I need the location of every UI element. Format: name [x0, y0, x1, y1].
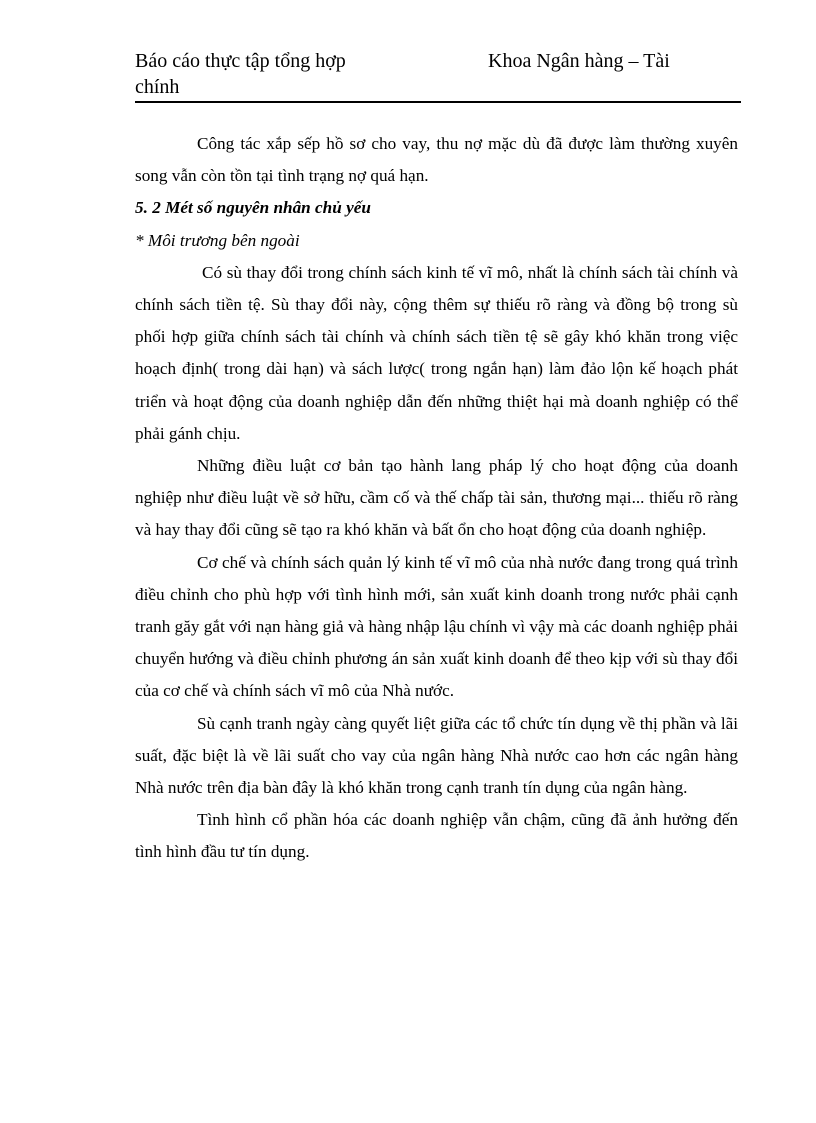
header-report-title: Báo cáo thực tập tổng hợp chính	[135, 50, 346, 98]
paragraph-loan-records: Công tác xắp sếp hồ sơ cho vay, thu nợ mặc dù đã được làm thường xuyên song vẫn còn tồn tại tình trạng nợ quá hạn.	[135, 134, 738, 186]
header-faculty: Khoa Ngân hàng – Tài	[488, 50, 670, 72]
document-body	[135, 128, 738, 869]
paragraph-policy-changes: Có sù thay đổi trong chính sách kinh tế vĩ mô, nhất là chính sách tài chính và chính sách tiền tệ. Sù thay đổi này, cộng thêm sự thiếu rõ ràng và đồng bộ trong sù phối hợp giữa chính sách tài chính và chính sách tiền tệ sẽ gây khó khăn trong việc hoạch định( trong dài hạn) và sách lược( trong ngắn hạn) làm đảo lộn kế hoạch phát triển và hoạt động của doanh nghiệp dẫn đến những thiệt hại mà doanh nghiệp có thể phải gánh chịu.	[135, 262, 738, 443]
paragraph-macro-policy: Cơ chế và chính sách quản lý kinh tế vĩ mô của nhà nước đang trong quá trình điều chỉnh cho phù hợp với tình hình mới, sản xuất kinh doanh trong nước phải cạnh tranh găy gắt với nạn hàng giả và hàng nhập lậu chính vì vậy mà các doanh nghiệp phải chuyển hướng và điều chỉnh phương án sản xuất kinh doanh để theo kịp với sù thay đổi của cơ chế và chính sách vĩ mô của Nhà nước.	[135, 552, 738, 701]
section-heading: 5. 2 Mét số nguyên nhân chủ yếu	[135, 198, 371, 218]
paragraph-competition: Sù cạnh tranh ngày càng quyết liệt giữa các tổ chức tín dụng về thị phần và lãi suất, đặc biệt là về lãi suất cho vay của ngân hàng Nhà nước cao hơn các ngân hàng Nhà nước trên địa bàn đây là khó khăn trong cạnh tranh tín dụng của ngân hàng.	[135, 713, 738, 798]
paragraph-legal-framework: Những điều luật cơ bản tạo hành lang pháp lý cho hoạt động của doanh nghiệp như điều luật về sở hữu, cầm cố và thế chấp tài sản, thương mại... thiếu rõ ràng và hay thay đổi cũng sẽ tạo ra khó khăn và bất ổn cho hoạt động của doanh nghiệp.	[135, 456, 738, 540]
paragraph-equitization: Tình hình cổ phần hóa các doanh nghiệp vẫn chậm, cũng đã ảnh hưởng đến tình hình đầu tư tín dụng.	[135, 810, 738, 862]
page-header	[135, 48, 741, 103]
subheading-external-environment: * Môi trương bên ngoài	[135, 230, 300, 250]
